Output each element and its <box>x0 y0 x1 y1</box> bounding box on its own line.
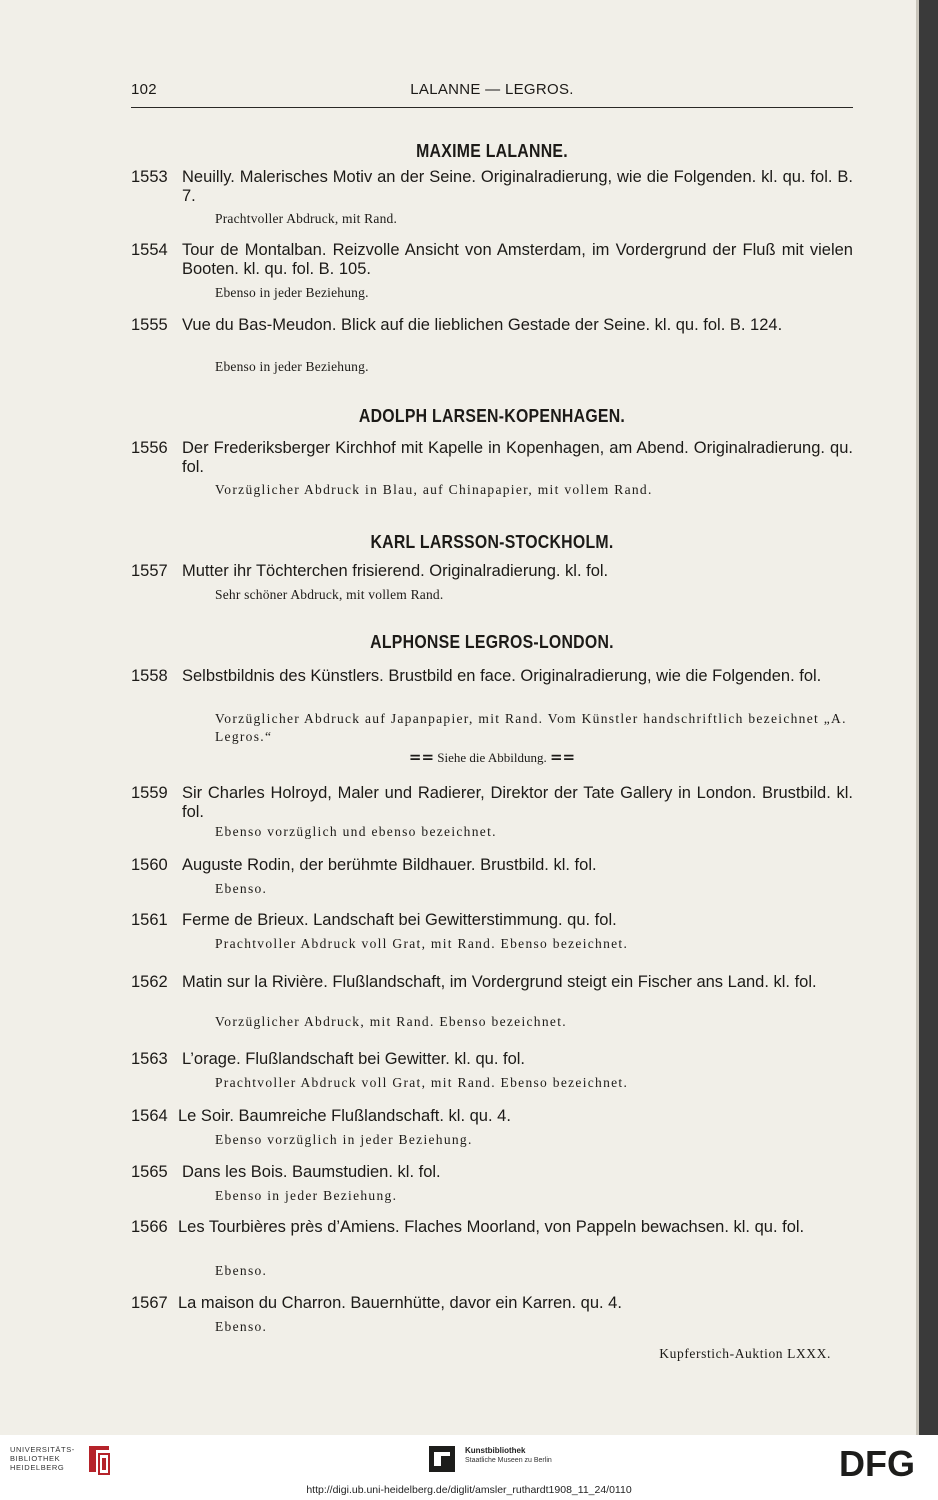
entry-note: Ebenso vorzüglich und ebenso bezeichnet. <box>215 824 497 839</box>
section-heading-lalanne: MAXIME LALANNE. <box>416 141 568 161</box>
entry-note: Vorzüglicher Abdruck auf Japanpapier, mit Rand. Vom Künstler handschriftlich bezeichnet „A. Legros.“ <box>215 711 847 744</box>
entry-number: 1555 <box>131 316 168 334</box>
double-bar-left: == <box>408 748 435 766</box>
kunstbibliothek-title: Kunstbibliothek <box>465 1446 526 1455</box>
entry-number: 1566 <box>131 1218 168 1236</box>
entry-note: Ebenso. <box>215 881 268 896</box>
uni-logo-line: BIBLIOTHEK <box>10 1454 61 1463</box>
section-heading-legros: ALPHONSE LEGROS-LONDON. <box>370 632 614 652</box>
entry-note: Prachtvoller Abdruck voll Grat, mit Rand. Ebenso bezeichnet. <box>215 1075 629 1090</box>
entry-text: Neuilly. Malerisches Motiv an der Seine. Originalradierung, wie die Folgenden. kl. qu. fol. B. 7. <box>182 168 853 205</box>
entry-note: Vorzüglicher Abdruck in Blau, auf Chinapapier, mit vollem Rand. <box>215 482 653 497</box>
entry-note: Vorzüglicher Abdruck, mit Rand. Ebenso bezeichnet. <box>215 1014 567 1029</box>
entry-text: Ferme de Brieux. Landschaft bei Gewitterstimmung. qu. fol. <box>182 911 617 929</box>
entry-number: 1563 <box>131 1050 168 1068</box>
illustration-note-text: Siehe die Abbildung. <box>437 750 547 765</box>
entry-note: Prachtvoller Abdruck, mit Rand. <box>215 211 398 226</box>
entry-number: 1554 <box>131 241 168 259</box>
entry-number: 1565 <box>131 1163 168 1181</box>
entry-number: 1557 <box>131 562 168 580</box>
entry-text: Vue du Bas-Meudon. Blick auf die lieblichen Gestade der Seine. kl. qu. fol. B. 124. <box>182 316 783 334</box>
entry-number: 1561 <box>131 911 168 929</box>
entry-note: Ebenso vorzüglich in jeder Beziehung. <box>215 1132 473 1147</box>
illustration-note <box>131 748 853 766</box>
double-bar-right: == <box>549 748 576 766</box>
university-library-logo[interactable] <box>10 1445 75 1472</box>
entry-number: 1559 <box>131 784 168 802</box>
running-head <box>131 81 853 103</box>
kunstbibliothek-subtitle: Staatliche Museen zu Berlin <box>465 1457 552 1464</box>
university-seal-icon <box>86 1444 112 1476</box>
footer-catalogue-note: Kupferstich-Auktion LXXX. <box>659 1346 831 1361</box>
entry-number: 1556 <box>131 439 168 457</box>
entry-number: 1562 <box>131 973 168 991</box>
entry-text: Der Frederiksberger Kirchhof mit Kapelle in Kopenhagen, am Abend. Originalradierung. qu. fol. <box>182 439 853 476</box>
dfg-logo-text: DFG <box>839 1443 915 1481</box>
entry-text: L’orage. Flußlandschaft bei Gewitter. kl. qu. fol. <box>182 1050 526 1068</box>
entry-note: Ebenso in jeder Beziehung. <box>215 1188 398 1203</box>
entry-note: Sehr schöner Abdruck, mit vollem Rand. <box>215 587 444 602</box>
entry-number: 1567 <box>131 1294 168 1312</box>
entry-text: Sir Charles Holroyd, Maler und Radierer, Direktor der Tate Gallery in London. Brustbild. kl. fol. <box>182 784 853 821</box>
entry-number: 1553 <box>131 168 168 186</box>
permalink-url[interactable]: http://digi.ub.uni-heidelberg.de/diglit/amsler_ruthardt1908_11_24/0110 <box>306 1484 632 1496</box>
kunstbibliothek-logo-icon <box>429 1446 455 1472</box>
entry-number: 1560 <box>131 856 168 874</box>
entry-note: Ebenso in jeder Beziehung. <box>215 359 369 374</box>
running-head-title: LALANNE — LEGROS. <box>410 81 574 98</box>
entry-note: Ebenso. <box>215 1263 268 1278</box>
page-edge <box>916 0 919 1435</box>
entry-text: Dans les Bois. Baumstudien. kl. fol. <box>182 1163 441 1181</box>
entry-text: La maison du Charron. Bauernhütte, davor ein Karren. qu. 4. <box>178 1294 622 1312</box>
uni-logo-line: UNIVERSITÄTS- <box>10 1445 75 1454</box>
section-heading-larsen: ADOLPH LARSEN-KOPENHAGEN. <box>358 406 626 426</box>
header-rule <box>131 107 853 108</box>
entry-note: Prachtvoller Abdruck voll Grat, mit Rand. Ebenso bezeichnet. <box>215 936 629 951</box>
entry-note: Ebenso. <box>215 1319 268 1334</box>
entry-number: 1564 <box>131 1107 168 1125</box>
entry-text: Mutter ihr Töchterchen frisierend. Originalradierung. kl. fol. <box>182 562 609 580</box>
entry-note: Ebenso in jeder Beziehung. <box>215 285 369 300</box>
entry-number: 1558 <box>131 667 168 685</box>
dfg-logo-icon[interactable] <box>830 1443 925 1481</box>
uni-logo-line: HEIDELBERG <box>10 1463 65 1472</box>
entry-text: Les Tourbières près d’Amiens. Flaches Moorland, von Pappeln bewachsen. kl. qu. fol. <box>178 1218 805 1236</box>
entry-text: Selbstbildnis des Künstlers. Brustbild en face. Originalradierung, wie die Folgenden. fol. <box>182 667 822 685</box>
entry-text: Le Soir. Baumreiche Flußlandschaft. kl. qu. 4. <box>178 1107 511 1125</box>
entry-text: Matin sur la Rivière. Flußlandschaft, im Vordergrund steigt ein Fischer ans Land. kl. fol. <box>182 973 817 991</box>
section-heading-larsson: KARL LARSSON-STOCKHOLM. <box>370 532 614 552</box>
entry-text: Tour de Montalban. Reizvolle Ansicht von Amsterdam, im Vordergrund der Fluß mit vielen Booten. kl. qu. fol. B. 105. <box>182 241 853 278</box>
entry-text: Auguste Rodin, der berühmte Bildhauer. Brustbild. kl. fol. <box>182 856 597 874</box>
page-number: 102 <box>131 81 157 98</box>
